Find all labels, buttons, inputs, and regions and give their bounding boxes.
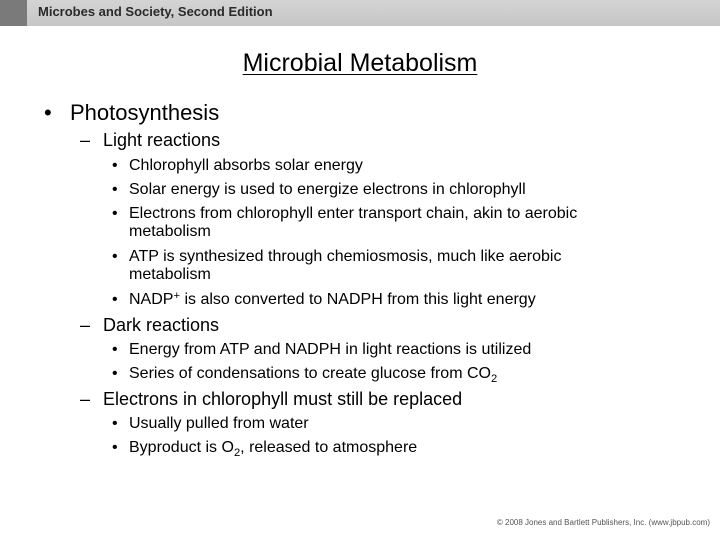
replace-electrons-heading: Electrons in chlorophyll must still be replaced xyxy=(103,389,463,409)
dark-reactions-heading: Dark reactions xyxy=(103,315,220,335)
bullet-marker: • xyxy=(112,341,118,358)
header-bar xyxy=(0,0,720,26)
bullet-marker: • xyxy=(112,291,118,308)
dark-point-2: Series of condensations to create glucose from $CO_2$ xyxy=(129,365,498,385)
replace-point-2: Byproduct is $O_2$, released to atmosphere xyxy=(129,439,418,459)
bullet-marker: • xyxy=(112,157,118,174)
bullet-marker: • xyxy=(44,100,52,125)
light-point-1: Chlorophyll absorbs solar energy xyxy=(129,157,363,174)
bullet-marker: • xyxy=(112,248,118,265)
dark-point-1: Energy from ATP and NADPH in light reactions is utilized xyxy=(129,341,532,358)
light-reactions-heading: Light reactions xyxy=(103,130,221,150)
bullet-marker: • xyxy=(112,181,118,198)
light-point-5: NADP+ is also converted to NADPH from this light energy xyxy=(129,289,536,308)
dash-marker: – xyxy=(80,315,91,335)
dash-marker: – xyxy=(80,389,91,409)
topic-photosynthesis: Photosynthesis xyxy=(70,100,220,125)
replace-point-1: Usually pulled from water xyxy=(129,415,309,432)
bullet-marker: • xyxy=(112,439,118,456)
light-point-4: ATP is synthesized through chemiosmosis, much like aerobic metabolism xyxy=(129,248,562,283)
slide-title xyxy=(0,48,720,78)
header-accent-block xyxy=(0,0,27,26)
copyright-footer: © 2008 Jones and Bartlett Publishers, Inc. (www.jbpub.com) xyxy=(496,518,710,527)
bullet-marker: • xyxy=(112,205,118,222)
slide-title-text: Microbial Metabolism xyxy=(242,49,478,77)
light-point-2: Solar energy is used to energize electrons in chlorophyll xyxy=(129,181,526,198)
dash-marker: – xyxy=(80,130,91,150)
light-point-3: Electrons from chlorophyll enter transport chain, akin to aerobic metabolism xyxy=(129,205,578,240)
bullet-marker: • xyxy=(112,365,118,382)
bullet-marker: • xyxy=(112,415,118,432)
book-title: Microbes and Society, Second Edition xyxy=(38,4,273,19)
